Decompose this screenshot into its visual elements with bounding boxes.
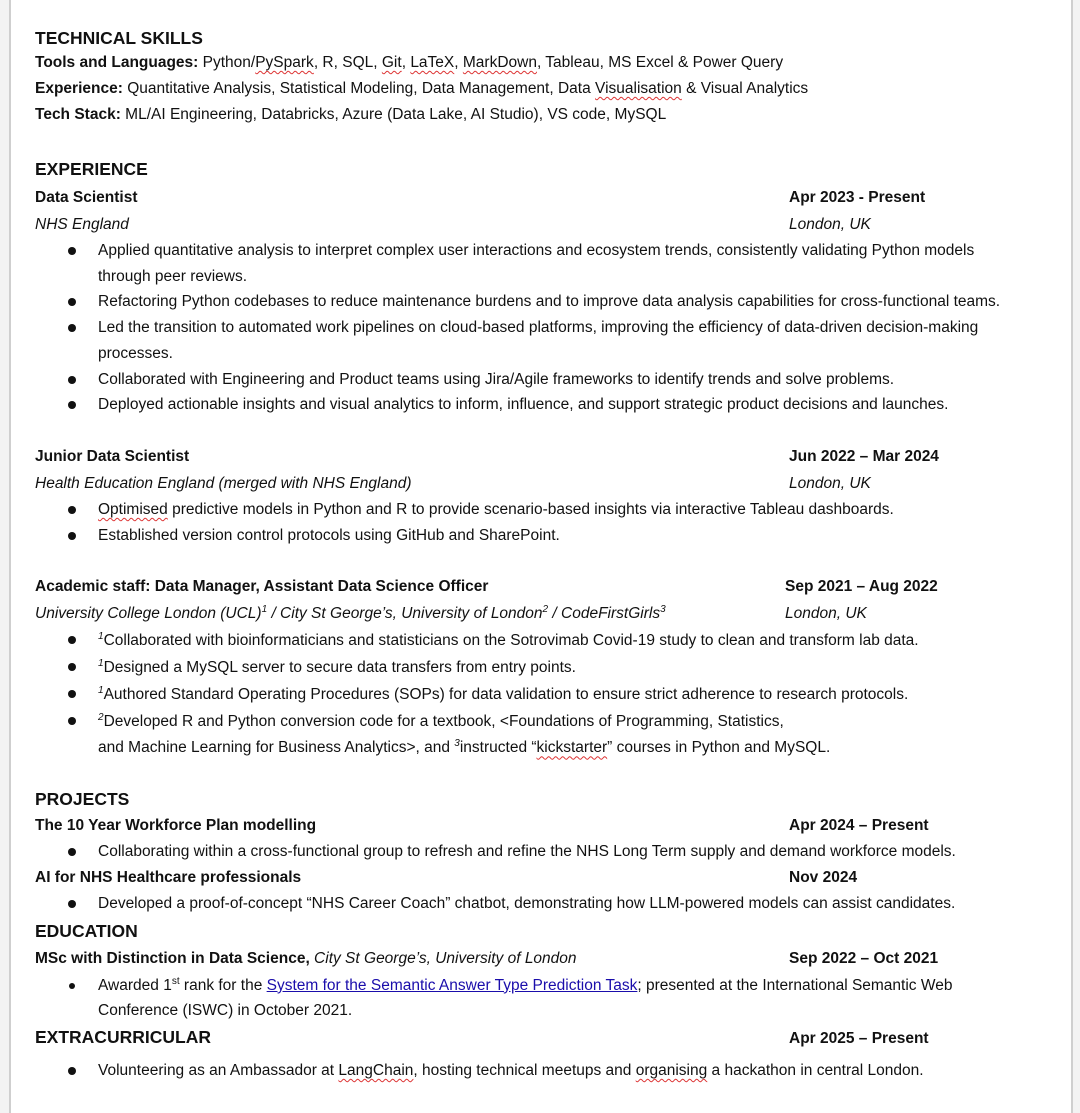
project-dates: Apr 2024 – Present <box>789 817 929 835</box>
project-title-row <box>35 813 1075 839</box>
bullet-icon <box>68 506 76 514</box>
skills-text: , <box>454 54 463 71</box>
skills-text: , Tableau, MS Excel & Power Query <box>536 54 784 71</box>
skills-experience-label: Experience: <box>35 80 123 97</box>
bullet-item <box>35 839 1075 865</box>
project-dates: Nov 2024 <box>789 869 858 887</box>
job-dates: Apr 2023 - Present <box>789 189 926 206</box>
job-org-row <box>35 211 1075 238</box>
footnote-marker: 1 <box>98 631 104 643</box>
skills-tools-label: Tools and Languages: <box>35 54 199 71</box>
footnote-marker: 1 <box>98 658 104 670</box>
bullet-icon <box>68 636 76 644</box>
project-bullets <box>35 839 1075 865</box>
job-bullets <box>35 238 1075 418</box>
school: City St George’s, University of London <box>309 949 577 967</box>
spellcheck-word[interactable]: Git <box>381 54 402 71</box>
org-city: / City St George’s, University of London <box>267 605 543 623</box>
bullet-continuation <box>35 998 1075 1024</box>
footnote-marker: 3 <box>454 738 460 750</box>
job-location: London, UK <box>785 605 867 623</box>
job-title-row <box>35 184 1075 211</box>
spellcheck-word[interactable]: Visualisation <box>595 80 682 97</box>
bullet-text: and Machine Learning for Business Analytics>, and <box>98 739 455 757</box>
bullet-text: Applied quantitative analysis to interpret complex user interactions and ecosystem trends, consistently validating Python models <box>98 242 975 259</box>
bullet-text: a hackathon in central London. <box>707 1062 924 1080</box>
skills-text: ML/AI Engineering, Databricks, Azure (Data Lake, AI Studio), VS code, MySQL <box>120 106 667 123</box>
document-page <box>9 0 1073 1113</box>
bullet-icon <box>68 247 76 255</box>
skills-experience-line <box>35 76 1075 102</box>
section-heading-skills: TECHNICAL SKILLS <box>35 28 203 48</box>
bullet-icon <box>68 324 76 332</box>
education-bullets <box>35 973 1075 1024</box>
job-org <box>35 605 666 622</box>
bullet-text: processes. <box>98 344 173 362</box>
job-org: NHS England <box>35 216 129 233</box>
job-location: London, UK <box>789 216 871 233</box>
bullet-text: Awarded 1 <box>98 976 172 994</box>
project-title: The 10 Year Workforce Plan modelling <box>35 817 317 835</box>
footnote-marker: 3 <box>660 604 666 616</box>
job-title: Academic staff: Data Manager, Assistant Data Science Officer <box>35 578 489 596</box>
spellcheck-word[interactable]: MarkDown <box>462 54 537 71</box>
bullet-text: rank for the <box>179 976 267 994</box>
bullet-continuation <box>35 735 1075 761</box>
bullet-text: ” courses in Python and MySQL. <box>607 739 831 757</box>
bullet-item <box>35 681 1075 708</box>
bullet-icon <box>68 298 76 306</box>
job-bullets <box>35 497 1075 548</box>
skills-tools-line <box>35 50 1075 76</box>
job-org-row <box>35 470 1075 497</box>
footnote-marker: 2 <box>98 712 104 724</box>
bullet-icon <box>68 848 76 856</box>
bullet-item <box>35 315 1075 341</box>
bullet-item <box>35 289 1075 315</box>
job-bullets <box>35 627 1075 761</box>
footnote-marker: 1 <box>261 604 268 616</box>
job-title-row <box>35 573 1075 600</box>
spellcheck-word[interactable]: LaTeX <box>410 54 455 71</box>
bullet-text: Collaborated with bioinformaticians and statisticians on the Sotrovimab Covid-19 study to clean and transform lab data. <box>103 632 919 650</box>
skills-text: , <box>401 54 411 71</box>
extracurricular-row <box>35 1024 1075 1054</box>
bullet-text: predictive models in Python and R to provide scenario-based insights via interactive Tableau dashboards. <box>167 500 894 518</box>
skills-text: , R, SQL, <box>313 54 382 71</box>
bullet-text: Authored Standard Operating Procedures (SOPs) for data validation to ensure strict adherence to research protocols. <box>103 686 909 704</box>
extracurricular-bullets <box>35 1058 1075 1084</box>
project-title-row <box>35 865 1075 891</box>
bullet-item <box>35 708 1075 735</box>
bullet-continuation <box>35 264 1075 290</box>
bullet-item <box>35 238 1075 264</box>
bullet-item <box>35 627 1075 654</box>
org-codefirstgirls: / CodeFirstGirls <box>548 605 661 623</box>
bullet-icon <box>68 1067 76 1075</box>
extracurricular-dates: Apr 2025 – Present <box>789 1030 929 1048</box>
bullet-item <box>35 367 1075 393</box>
spellcheck-word[interactable]: PySpark <box>255 54 314 71</box>
bullet-text: Developed a proof-of-concept “NHS Career Coach” chatbot, demonstrating how LLM-powered models can assist candidates. <box>98 895 956 913</box>
job-org-row <box>35 600 1075 627</box>
bullet-icon <box>68 401 76 409</box>
bullet-item <box>35 1058 1075 1084</box>
project-bullets <box>35 891 1075 917</box>
section-heading-projects: PROJECTS <box>35 789 130 810</box>
spellcheck-word[interactable]: Optimised <box>98 500 168 518</box>
bullet-item <box>35 497 1075 523</box>
bullet-text: through peer reviews. <box>98 267 248 285</box>
bullet-text: Collaborating within a cross-functional group to refresh and refine the NHS Long Term supply and demand workforce models. <box>98 843 956 861</box>
bullet-text: Refactoring Python codebases to reduce maintenance burdens and to improve data analysis capabilities for cross-functional teams. <box>98 293 1001 311</box>
education-dates: Sep 2022 – Oct 2021 <box>789 949 939 967</box>
bullet-text: Designed a MySQL server to secure data transfers from entry points. <box>103 659 576 677</box>
org-ucl: University College London (UCL) <box>35 605 262 623</box>
job-title: Data Scientist <box>35 189 138 206</box>
bullet-text: Collaborated with Engineering and Product teams using Jira/Agile frameworks to identify trends and solve problems. <box>98 370 895 388</box>
bullet-text: instructed “ <box>459 739 537 757</box>
bullet-item <box>35 654 1075 681</box>
bullet-item <box>35 392 1075 418</box>
bullet-icon <box>68 717 76 725</box>
bullet-icon <box>68 663 76 671</box>
bullet-text: Conference (ISWC) in October 2021. <box>98 1002 353 1020</box>
bullet-continuation <box>35 341 1075 367</box>
project-link[interactable]: System for the Semantic Answer Type Prediction Task <box>266 976 638 994</box>
bullet-icon <box>69 983 75 989</box>
bullet-icon <box>68 376 76 384</box>
job-dates: Sep 2021 – Aug 2022 <box>785 578 938 596</box>
job-title: Junior Data Scientist <box>35 447 190 465</box>
bullet-text: Led the transition to automated work pipelines on cloud-based platforms, improving the efficiency of data-driven decision-making <box>98 319 979 337</box>
spellcheck-word[interactable]: kickstarter <box>536 739 608 757</box>
bullet-text: Deployed actionable insights and visual analytics to inform, influence, and support strategic product decisions and launches. <box>98 396 949 414</box>
skills-stack-line <box>35 102 1075 128</box>
bullet-text: Volunteering as an Ambassador at <box>98 1062 339 1080</box>
bullet-item <box>35 973 1075 999</box>
spellcheck-word[interactable]: organising <box>635 1062 708 1080</box>
skills-text: & Visual Analytics <box>681 80 809 97</box>
job-location: London, UK <box>789 474 871 492</box>
ordinal-suffix: st <box>171 975 180 987</box>
section-heading-experience: EXPERIENCE <box>35 159 148 179</box>
bullet-text: Developed R and Python conversion code for a textbook, <Foundations of Programming, Statistics, <box>103 713 784 731</box>
bullet-icon <box>68 532 76 540</box>
bullet-icon <box>68 900 76 908</box>
bullet-item <box>35 523 1075 549</box>
footnote-marker: 2 <box>542 604 549 616</box>
job-title-row <box>35 443 1075 470</box>
bullet-icon <box>68 690 76 698</box>
job-dates: Jun 2022 – Mar 2024 <box>789 447 939 465</box>
job-org: Health Education England (merged with NHS England) <box>35 474 412 492</box>
spellcheck-word[interactable]: LangChain <box>338 1062 414 1080</box>
bullet-text: Established version control protocols using GitHub and SharePoint. <box>98 526 560 544</box>
degree: MSc with Distinction in Data Science, <box>35 949 310 967</box>
skills-stack-label: Tech Stack: <box>35 106 121 123</box>
project-title: AI for NHS Healthcare professionals <box>35 869 302 887</box>
bullet-text: , hosting technical meetups and <box>413 1062 636 1080</box>
section-heading-education: EDUCATION <box>35 920 138 941</box>
skills-text: Quantitative Analysis, Statistical Modeling, Data Management, Data <box>122 80 596 97</box>
section-heading-extracurricular: EXTRACURRICULAR <box>35 1027 211 1048</box>
skills-text: Python/ <box>198 54 256 71</box>
bullet-text: ; presented at the International Semantic Web <box>637 976 953 994</box>
bullet-item <box>35 891 1075 917</box>
footnote-marker: 1 <box>98 685 104 697</box>
resume-content <box>35 26 1075 1084</box>
education-row <box>35 945 1075 973</box>
